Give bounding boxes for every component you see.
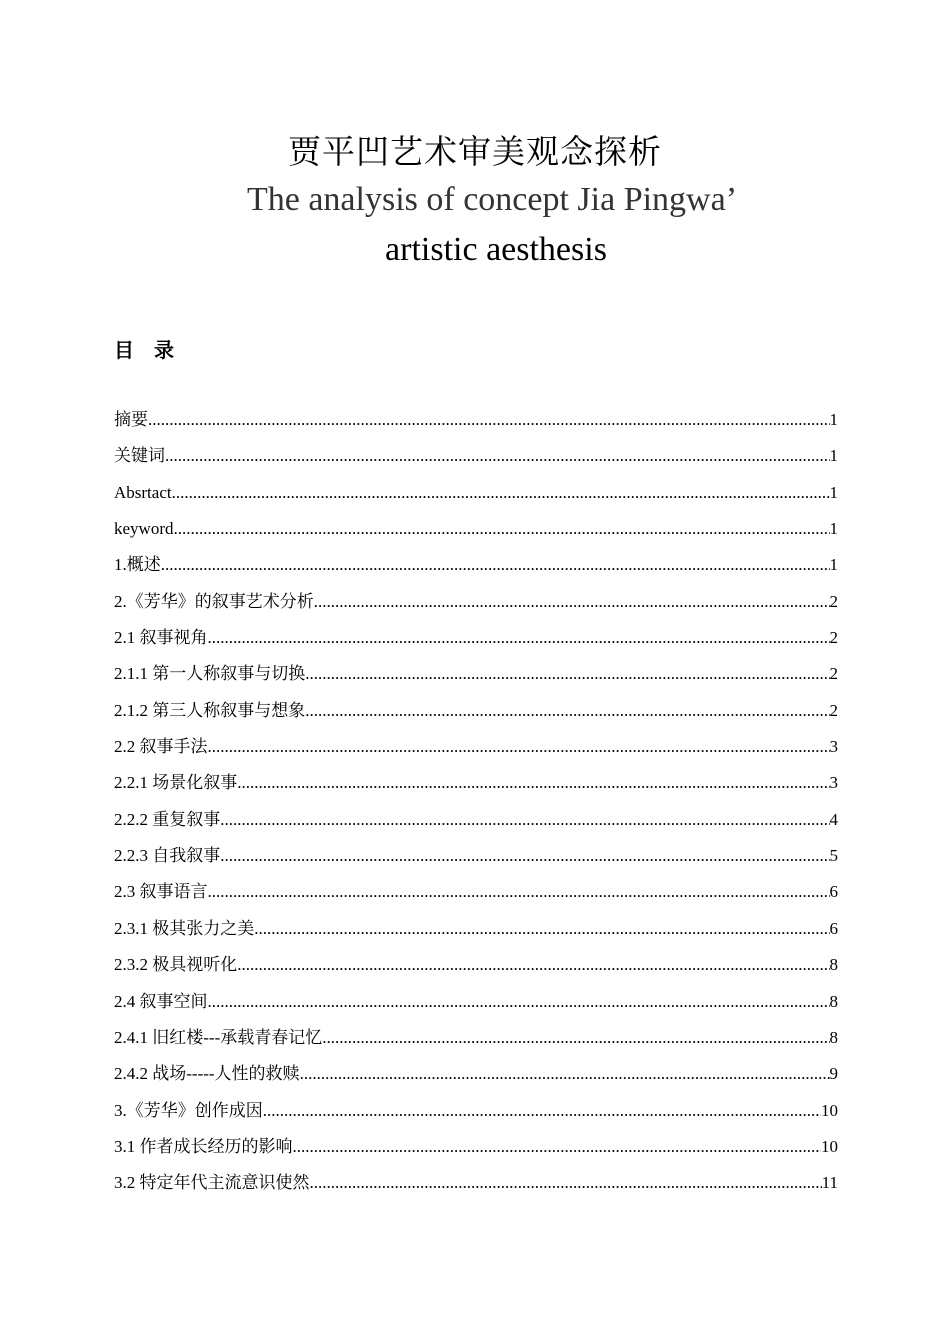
toc-entry-label: 3.1 作者成长经历的影响 — [114, 1136, 293, 1156]
toc-entry[interactable] — [114, 1169, 838, 1205]
toc-entry-page: 11 — [821, 1173, 838, 1193]
toc-dot-leader — [305, 697, 829, 725]
toc-entry-label: keyword — [114, 519, 174, 539]
toc-entry-label: 2.1 叙事视角 — [114, 628, 208, 648]
toc-entry-page: 6 — [829, 918, 838, 938]
toc-entry-page: 2 — [829, 591, 838, 611]
toc-dot-leader — [173, 515, 829, 543]
toc-entry[interactable] — [114, 442, 838, 478]
toc-entry-label: 关键词 — [114, 446, 165, 466]
toc-entry-label: 2.3.1 极其张力之美 — [114, 918, 255, 938]
toc-entry-label: 2.2.3 自我叙事 — [114, 846, 221, 866]
toc-dot-leader — [254, 915, 829, 943]
toc-dot-leader — [208, 878, 830, 906]
toc-dot-leader — [148, 406, 830, 434]
toc-dot-leader — [314, 588, 830, 616]
toc-entry[interactable] — [114, 806, 838, 842]
toc-entry[interactable] — [114, 551, 838, 587]
toc-entry[interactable] — [114, 988, 838, 1024]
title-english-line-2: artistic aesthesis — [385, 231, 607, 268]
toc-entry-page: 2 — [829, 664, 838, 684]
toc-dot-leader — [237, 951, 829, 979]
toc-entry-page: 9 — [829, 1064, 838, 1084]
toc-entry-label: 1.概述 — [114, 555, 161, 575]
toc-entry-page: 8 — [829, 991, 838, 1011]
toc-entry-page: 5 — [829, 846, 838, 866]
toc-entry[interactable] — [114, 878, 838, 914]
toc-entry-page: 10 — [821, 1100, 838, 1120]
toc-entry-label: 2.4.1 旧红楼---承载青春记忆 — [114, 1027, 323, 1047]
toc-entry[interactable] — [114, 624, 838, 660]
table-of-contents — [114, 406, 838, 1206]
toc-entry[interactable] — [114, 1133, 838, 1169]
toc-entry-page: 2 — [829, 700, 838, 720]
toc-dot-leader — [208, 988, 830, 1016]
toc-entry[interactable] — [114, 479, 838, 515]
toc-entry-label: Absrtact — [114, 482, 172, 502]
toc-entry[interactable] — [114, 733, 838, 769]
toc-entry-label: 2.《芳华》的叙事艺术分析 — [114, 591, 314, 611]
toc-entry-label: 2.1.1 第一人称叙事与切换 — [114, 664, 306, 684]
toc-heading: 目 录 — [114, 338, 174, 362]
toc-entry-label: 3.2 特定年代主流意识使然 — [114, 1173, 310, 1193]
toc-entry[interactable] — [114, 1060, 838, 1096]
toc-entry[interactable] — [114, 588, 838, 624]
toc-entry[interactable] — [114, 769, 838, 805]
toc-entry-label: 3.《芳华》创作成因 — [114, 1100, 263, 1120]
toc-entry[interactable] — [114, 406, 838, 442]
toc-entry[interactable] — [114, 915, 838, 951]
toc-entry[interactable] — [114, 660, 838, 696]
toc-dot-leader — [208, 624, 830, 652]
toc-dot-leader — [322, 1024, 829, 1052]
toc-entry-page: 2 — [829, 628, 838, 648]
toc-entry-page: 3 — [829, 737, 838, 757]
toc-entry-page: 1 — [829, 410, 838, 429]
title-english-line-1: The analysis of concept Jia Pingwa’ — [246, 181, 738, 218]
toc-entry-label: 摘要 — [114, 410, 148, 429]
toc-entry-page: 8 — [829, 1027, 838, 1047]
toc-entry[interactable] — [114, 842, 838, 878]
toc-entry-label: 2.3.2 极具视听化 — [114, 955, 238, 975]
toc-entry-page: 8 — [829, 955, 838, 975]
toc-dot-leader — [172, 479, 830, 507]
toc-dot-leader — [237, 769, 829, 797]
toc-dot-leader — [293, 1133, 822, 1161]
toc-entry[interactable] — [114, 1024, 838, 1060]
toc-dot-leader — [208, 733, 830, 761]
toc-dot-leader — [305, 660, 829, 688]
title-chinese: 贾平凹艺术审美观念探析 — [288, 132, 662, 171]
toc-dot-leader — [300, 1060, 830, 1088]
toc-entry-label: 2.2 叙事手法 — [114, 737, 208, 757]
toc-entry-label: 2.3 叙事语言 — [114, 882, 208, 902]
toc-entry-page: 10 — [821, 1136, 838, 1156]
toc-dot-leader — [220, 806, 829, 834]
toc-dot-leader — [220, 842, 829, 870]
toc-dot-leader — [165, 442, 830, 470]
toc-entry-label: 2.2.1 场景化叙事 — [114, 773, 238, 793]
toc-entry-label: 2.1.2 第三人称叙事与想象 — [114, 700, 306, 720]
toc-entry-page: 6 — [829, 882, 838, 902]
toc-entry-page: 1 — [829, 519, 838, 539]
toc-dot-leader — [161, 551, 830, 579]
toc-entry[interactable] — [114, 515, 838, 551]
toc-entry-label: 2.2.2 重复叙事 — [114, 809, 221, 829]
toc-dot-leader — [263, 1097, 821, 1125]
toc-entry-page: 1 — [829, 555, 838, 575]
toc-entry-page: 4 — [829, 809, 838, 829]
toc-entry-page: 1 — [829, 482, 838, 502]
toc-entry-page: 3 — [829, 773, 838, 793]
toc-entry[interactable] — [114, 1097, 838, 1133]
toc-entry-page: 1 — [829, 446, 838, 466]
toc-dot-leader — [310, 1169, 822, 1197]
toc-entry-label: 2.4.2 战场-----人性的救赎 — [114, 1064, 300, 1084]
toc-entry-label: 2.4 叙事空间 — [114, 991, 208, 1011]
toc-entry[interactable] — [114, 951, 838, 987]
toc-entry[interactable] — [114, 697, 838, 733]
